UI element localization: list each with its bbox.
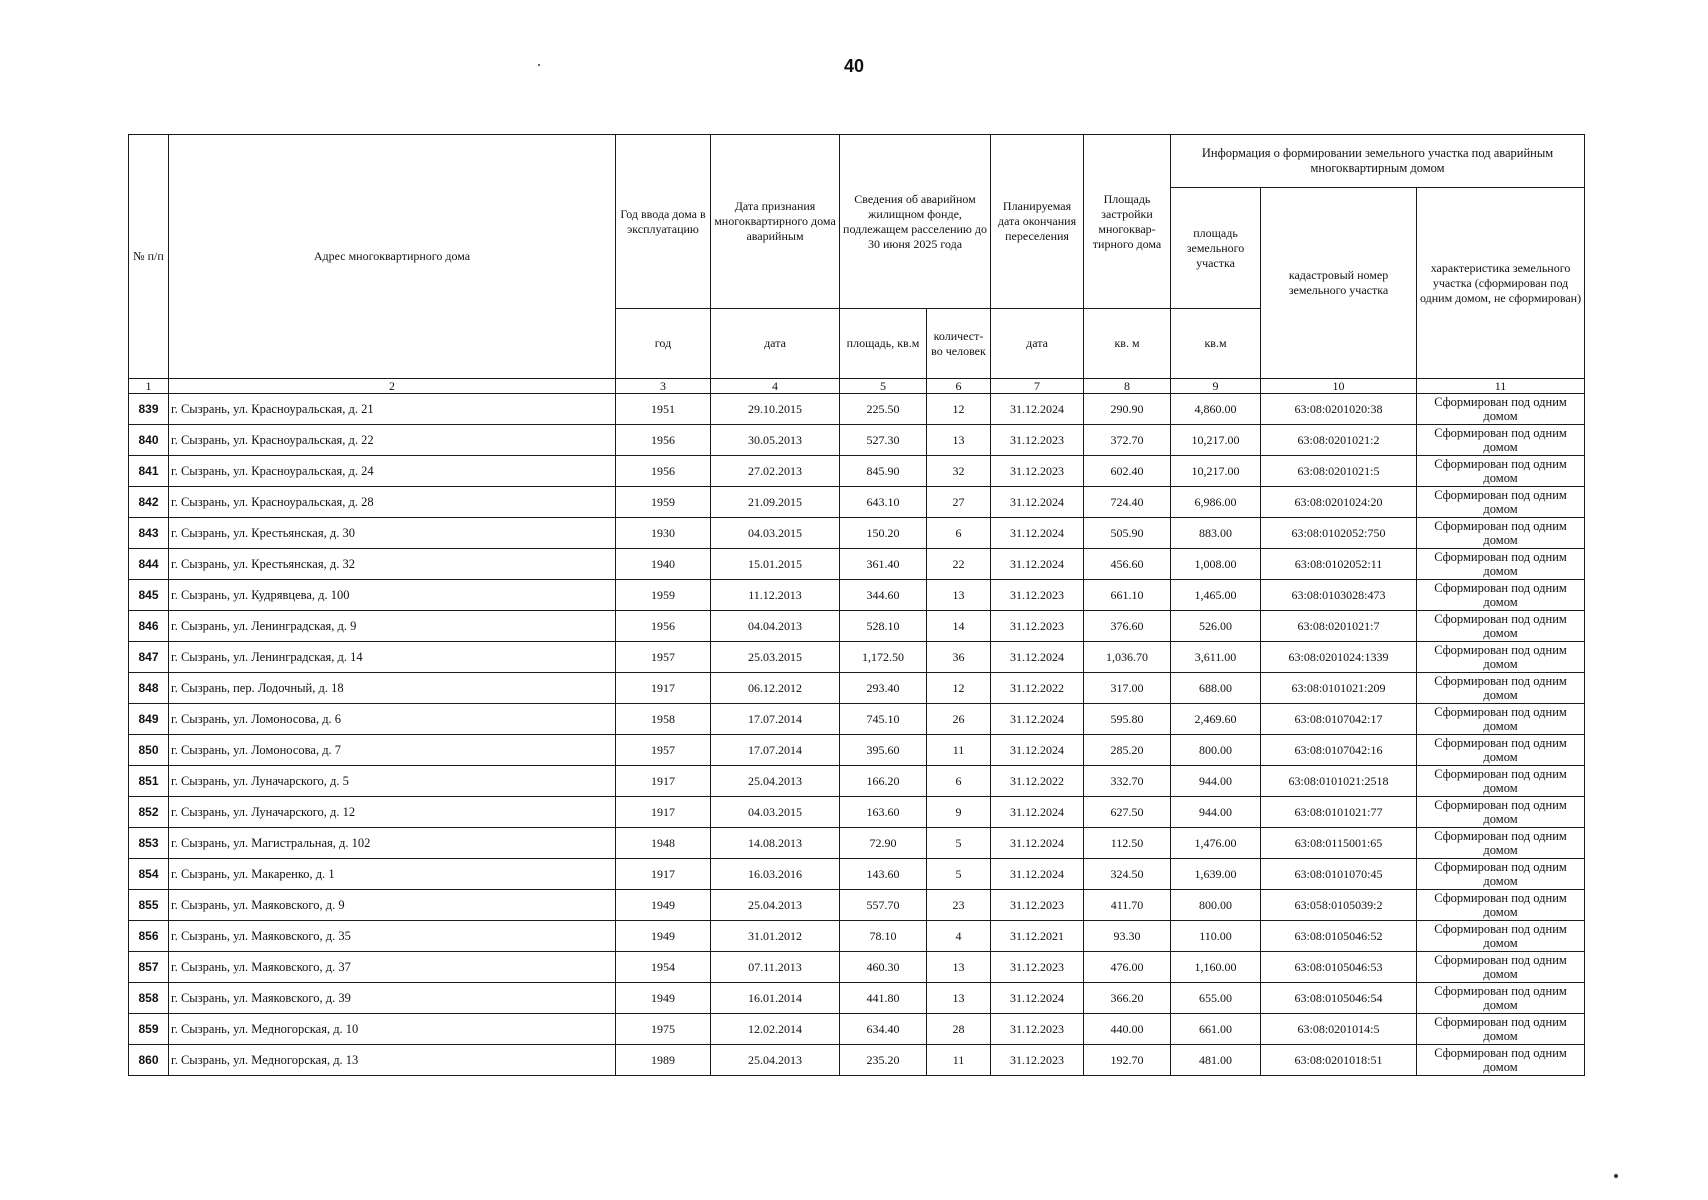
row-land-characteristic: Сформирован под одним домом	[1417, 735, 1585, 766]
row-land-characteristic: Сформирован под одним домом	[1417, 704, 1585, 735]
row-people-count: 5	[927, 828, 991, 859]
row-number: 839	[129, 394, 169, 425]
row-land-characteristic: Сформирован под одним домом	[1417, 952, 1585, 983]
row-date-emergency: 17.07.2014	[711, 704, 840, 735]
row-date-emergency: 04.03.2015	[711, 518, 840, 549]
row-year-built: 1958	[616, 704, 711, 735]
row-build-area: 112.50	[1084, 828, 1171, 859]
table-row	[129, 890, 1585, 921]
column-number: 10	[1261, 379, 1417, 394]
row-land-area: 1,476.00	[1171, 828, 1261, 859]
table-row	[129, 797, 1585, 828]
row-land-area: 944.00	[1171, 797, 1261, 828]
row-date-emergency: 27.02.2013	[711, 456, 840, 487]
row-year-built: 1956	[616, 425, 711, 456]
row-area-sqm: 293.40	[840, 673, 927, 704]
row-address: г. Сызрань, ул. Красноуральская, д. 21	[169, 394, 616, 425]
row-land-area: 526.00	[1171, 611, 1261, 642]
row-date-emergency: 30.05.2013	[711, 425, 840, 456]
row-number: 845	[129, 580, 169, 611]
row-cadastral-number: 63:08:0201021:7	[1261, 611, 1417, 642]
table-row	[129, 921, 1585, 952]
row-number: 860	[129, 1045, 169, 1076]
row-cadastral-number: 63:058:0105039:2	[1261, 890, 1417, 921]
row-land-area: 4,860.00	[1171, 394, 1261, 425]
row-land-area: 1,160.00	[1171, 952, 1261, 983]
row-planned-date: 31.12.2023	[991, 425, 1084, 456]
row-build-area: 93.30	[1084, 921, 1171, 952]
row-planned-date: 31.12.2024	[991, 642, 1084, 673]
table-row	[129, 1045, 1585, 1076]
row-number: 856	[129, 921, 169, 952]
row-address: г. Сызрань, ул. Крестьянская, д. 30	[169, 518, 616, 549]
row-land-characteristic: Сформирован под одним домом	[1417, 1014, 1585, 1045]
header-planned-date: Планируемая дата окончания переселения	[991, 135, 1084, 309]
row-number: 842	[129, 487, 169, 518]
header-no: № п/п	[129, 135, 169, 379]
row-cadastral-number: 63:08:0101070:45	[1261, 859, 1417, 890]
row-planned-date: 31.12.2023	[991, 1045, 1084, 1076]
row-number: 848	[129, 673, 169, 704]
unit-people: количест-во человек	[927, 309, 991, 379]
row-land-area: 481.00	[1171, 1045, 1261, 1076]
row-cadastral-number: 63:08:0115001:65	[1261, 828, 1417, 859]
row-date-emergency: 06.12.2012	[711, 673, 840, 704]
row-cadastral-number: 63:08:0201014:5	[1261, 1014, 1417, 1045]
row-planned-date: 31.12.2024	[991, 859, 1084, 890]
row-year-built: 1951	[616, 394, 711, 425]
row-cadastral-number: 63:08:0201018:51	[1261, 1045, 1417, 1076]
header-date-emergency: Дата признания многоквартирного дома аварийным	[711, 135, 840, 309]
row-year-built: 1949	[616, 921, 711, 952]
row-area-sqm: 845.90	[840, 456, 927, 487]
row-date-emergency: 04.03.2015	[711, 797, 840, 828]
row-cadastral-number: 63:08:0107042:17	[1261, 704, 1417, 735]
row-planned-date: 31.12.2022	[991, 766, 1084, 797]
column-number: 4	[711, 379, 840, 394]
header-land-info: Информация о формировании земельного участка под аварийным многоквартирным домом	[1171, 135, 1585, 188]
row-people-count: 11	[927, 735, 991, 766]
column-number: 5	[840, 379, 927, 394]
column-number: 7	[991, 379, 1084, 394]
header-address: Адрес многоквартирного дома	[169, 135, 616, 379]
row-year-built: 1956	[616, 456, 711, 487]
row-number: 846	[129, 611, 169, 642]
row-cadastral-number: 63:08:0107042:16	[1261, 735, 1417, 766]
row-planned-date: 31.12.2023	[991, 611, 1084, 642]
row-planned-date: 31.12.2022	[991, 673, 1084, 704]
row-area-sqm: 143.60	[840, 859, 927, 890]
row-build-area: 324.50	[1084, 859, 1171, 890]
row-address: г. Сызрань, ул. Красноуральская, д. 28	[169, 487, 616, 518]
column-number: 11	[1417, 379, 1585, 394]
row-land-characteristic: Сформирован под одним домом	[1417, 642, 1585, 673]
row-area-sqm: 225.50	[840, 394, 927, 425]
row-build-area: 456.60	[1084, 549, 1171, 580]
table-row	[129, 580, 1585, 611]
row-build-area: 411.70	[1084, 890, 1171, 921]
row-planned-date: 31.12.2023	[991, 952, 1084, 983]
row-address: г. Сызрань, ул. Красноуральская, д. 24	[169, 456, 616, 487]
row-year-built: 1917	[616, 673, 711, 704]
row-cadastral-number: 63:08:0201021:5	[1261, 456, 1417, 487]
table-row	[129, 766, 1585, 797]
row-planned-date: 31.12.2024	[991, 983, 1084, 1014]
row-address: г. Сызрань, пер. Лодочный, д. 18	[169, 673, 616, 704]
row-number: 849	[129, 704, 169, 735]
row-area-sqm: 361.40	[840, 549, 927, 580]
row-number: 851	[129, 766, 169, 797]
row-people-count: 6	[927, 766, 991, 797]
row-planned-date: 31.12.2024	[991, 549, 1084, 580]
row-year-built: 1959	[616, 487, 711, 518]
row-cadastral-number: 63:08:0105046:54	[1261, 983, 1417, 1014]
column-number: 2	[169, 379, 616, 394]
row-people-count: 26	[927, 704, 991, 735]
row-land-characteristic: Сформирован под одним домом	[1417, 394, 1585, 425]
column-number: 3	[616, 379, 711, 394]
row-build-area: 602.40	[1084, 456, 1171, 487]
row-area-sqm: 634.40	[840, 1014, 927, 1045]
row-address: г. Сызрань, ул. Маяковского, д. 35	[169, 921, 616, 952]
row-number: 855	[129, 890, 169, 921]
row-area-sqm: 527.30	[840, 425, 927, 456]
row-land-area: 883.00	[1171, 518, 1261, 549]
row-cadastral-number: 63:08:0105046:53	[1261, 952, 1417, 983]
table-row	[129, 487, 1585, 518]
row-build-area: 285.20	[1084, 735, 1171, 766]
row-people-count: 9	[927, 797, 991, 828]
table-row	[129, 735, 1585, 766]
row-land-characteristic: Сформирован под одним домом	[1417, 890, 1585, 921]
row-planned-date: 31.12.2023	[991, 890, 1084, 921]
row-date-emergency: 16.03.2016	[711, 859, 840, 890]
row-build-area: 724.40	[1084, 487, 1171, 518]
row-land-area: 1,639.00	[1171, 859, 1261, 890]
table-row	[129, 859, 1585, 890]
row-cadastral-number: 63:08:0201024:20	[1261, 487, 1417, 518]
emergency-housing-table	[128, 134, 1585, 1076]
row-address: г. Сызрань, ул. Луначарского, д. 12	[169, 797, 616, 828]
table-row	[129, 952, 1585, 983]
row-build-area: 332.70	[1084, 766, 1171, 797]
row-address: г. Сызрань, ул. Луначарского, д. 5	[169, 766, 616, 797]
row-year-built: 1957	[616, 642, 711, 673]
header-land-char: характеристика земельного участка (сформирован под одним домом, не сформирован)	[1417, 188, 1585, 379]
row-build-area: 376.60	[1084, 611, 1171, 642]
row-number: 854	[129, 859, 169, 890]
row-land-area: 655.00	[1171, 983, 1261, 1014]
column-number: 1	[129, 379, 169, 394]
row-land-characteristic: Сформирован под одним домом	[1417, 859, 1585, 890]
row-number: 859	[129, 1014, 169, 1045]
row-date-emergency: 25.04.2013	[711, 890, 840, 921]
row-people-count: 22	[927, 549, 991, 580]
row-land-area: 661.00	[1171, 1014, 1261, 1045]
row-date-emergency: 11.12.2013	[711, 580, 840, 611]
row-planned-date: 31.12.2023	[991, 580, 1084, 611]
row-people-count: 32	[927, 456, 991, 487]
row-land-characteristic: Сформирован под одним домом	[1417, 518, 1585, 549]
row-land-area: 800.00	[1171, 890, 1261, 921]
row-area-sqm: 460.30	[840, 952, 927, 983]
row-number: 857	[129, 952, 169, 983]
row-year-built: 1956	[616, 611, 711, 642]
row-people-count: 12	[927, 394, 991, 425]
table-row	[129, 673, 1585, 704]
row-cadastral-number: 63:08:0102052:11	[1261, 549, 1417, 580]
row-date-emergency: 25.04.2013	[711, 1045, 840, 1076]
row-people-count: 6	[927, 518, 991, 549]
row-year-built: 1989	[616, 1045, 711, 1076]
row-build-area: 595.80	[1084, 704, 1171, 735]
row-address: г. Сызрань, ул. Маяковского, д. 39	[169, 983, 616, 1014]
row-planned-date: 31.12.2024	[991, 518, 1084, 549]
row-planned-date: 31.12.2021	[991, 921, 1084, 952]
row-area-sqm: 78.10	[840, 921, 927, 952]
row-year-built: 1930	[616, 518, 711, 549]
row-land-area: 10,217.00	[1171, 456, 1261, 487]
row-land-area: 688.00	[1171, 673, 1261, 704]
row-build-area: 290.90	[1084, 394, 1171, 425]
row-year-built: 1917	[616, 797, 711, 828]
column-number: 8	[1084, 379, 1171, 394]
page-number: 40	[843, 56, 865, 76]
row-year-built: 1959	[616, 580, 711, 611]
table-row	[129, 394, 1585, 425]
row-build-area: 440.00	[1084, 1014, 1171, 1045]
row-cadastral-number: 63:08:0201020:38	[1261, 394, 1417, 425]
row-address: г. Сызрань, ул. Макаренко, д. 1	[169, 859, 616, 890]
row-land-characteristic: Сформирован под одним домом	[1417, 766, 1585, 797]
row-land-characteristic: Сформирован под одним домом	[1417, 549, 1585, 580]
row-date-emergency: 25.03.2015	[711, 642, 840, 673]
row-land-characteristic: Сформирован под одним домом	[1417, 456, 1585, 487]
row-address: г. Сызрань, ул. Ленинградская, д. 14	[169, 642, 616, 673]
row-area-sqm: 150.20	[840, 518, 927, 549]
row-build-area: 1,036.70	[1084, 642, 1171, 673]
row-land-characteristic: Сформирован под одним домом	[1417, 487, 1585, 518]
row-cadastral-number: 63:08:0105046:52	[1261, 921, 1417, 952]
row-address: г. Сызрань, ул. Крестьянская, д. 32	[169, 549, 616, 580]
row-planned-date: 31.12.2023	[991, 1014, 1084, 1045]
column-number: 6	[927, 379, 991, 394]
row-date-emergency: 25.04.2013	[711, 766, 840, 797]
header-build-area: Площадь застройки многоквар-тирного дома	[1084, 135, 1171, 309]
row-land-area: 944.00	[1171, 766, 1261, 797]
row-year-built: 1949	[616, 890, 711, 921]
row-land-area: 110.00	[1171, 921, 1261, 952]
table-body	[129, 379, 1585, 1076]
row-area-sqm: 441.80	[840, 983, 927, 1014]
table-row	[129, 456, 1585, 487]
row-people-count: 13	[927, 580, 991, 611]
row-year-built: 1948	[616, 828, 711, 859]
header-land-area: площадь земельного участка	[1171, 188, 1261, 309]
row-area-sqm: 72.90	[840, 828, 927, 859]
scan-speck	[538, 64, 540, 66]
unit-sqm-land: кв.м	[1171, 309, 1261, 379]
table-row	[129, 642, 1585, 673]
row-address: г. Сызрань, ул. Медногорская, д. 10	[169, 1014, 616, 1045]
row-build-area: 317.00	[1084, 673, 1171, 704]
unit-date-planned: дата	[991, 309, 1084, 379]
row-land-characteristic: Сформирован под одним домом	[1417, 673, 1585, 704]
header-cadastral: кадастровый номер земельного участка	[1261, 188, 1417, 379]
row-address: г. Сызрань, ул. Медногорская, д. 13	[169, 1045, 616, 1076]
row-people-count: 13	[927, 983, 991, 1014]
unit-year: год	[616, 309, 711, 379]
row-build-area: 366.20	[1084, 983, 1171, 1014]
row-address: г. Сызрань, ул. Кудрявцева, д. 100	[169, 580, 616, 611]
row-build-area: 372.70	[1084, 425, 1171, 456]
header-fund-info: Сведения об аварийном жилищном фонде, подлежащем расселению до 30 июня 2025 года	[840, 135, 991, 309]
row-area-sqm: 235.20	[840, 1045, 927, 1076]
row-land-characteristic: Сформирован под одним домом	[1417, 425, 1585, 456]
row-land-characteristic: Сформирован под одним домом	[1417, 1045, 1585, 1076]
row-date-emergency: 04.04.2013	[711, 611, 840, 642]
row-planned-date: 31.12.2024	[991, 797, 1084, 828]
row-land-area: 2,469.60	[1171, 704, 1261, 735]
header-year-built: Год ввода дома в эксплуатацию	[616, 135, 711, 309]
table-row	[129, 518, 1585, 549]
scan-speck	[1614, 1174, 1618, 1178]
row-planned-date: 31.12.2024	[991, 828, 1084, 859]
row-people-count: 13	[927, 425, 991, 456]
row-date-emergency: 31.01.2012	[711, 921, 840, 952]
row-number: 852	[129, 797, 169, 828]
row-year-built: 1957	[616, 735, 711, 766]
table-row	[129, 828, 1585, 859]
row-address: г. Сызрань, ул. Ломоносова, д. 7	[169, 735, 616, 766]
table-row	[129, 983, 1585, 1014]
table-row	[129, 425, 1585, 456]
row-land-area: 10,217.00	[1171, 425, 1261, 456]
row-land-area: 800.00	[1171, 735, 1261, 766]
row-planned-date: 31.12.2024	[991, 735, 1084, 766]
table-row	[129, 1014, 1585, 1045]
row-area-sqm: 163.60	[840, 797, 927, 828]
row-area-sqm: 745.10	[840, 704, 927, 735]
row-build-area: 627.50	[1084, 797, 1171, 828]
row-people-count: 28	[927, 1014, 991, 1045]
row-people-count: 13	[927, 952, 991, 983]
row-year-built: 1949	[616, 983, 711, 1014]
row-address: г. Сызрань, ул. Ленинградская, д. 9	[169, 611, 616, 642]
column-number: 9	[1171, 379, 1261, 394]
row-address: г. Сызрань, ул. Ломоносова, д. 6	[169, 704, 616, 735]
row-build-area: 192.70	[1084, 1045, 1171, 1076]
row-number: 841	[129, 456, 169, 487]
row-land-characteristic: Сформирован под одним домом	[1417, 797, 1585, 828]
row-planned-date: 31.12.2024	[991, 704, 1084, 735]
row-address: г. Сызрань, ул. Маяковского, д. 37	[169, 952, 616, 983]
row-build-area: 661.10	[1084, 580, 1171, 611]
table-row	[129, 549, 1585, 580]
row-area-sqm: 643.10	[840, 487, 927, 518]
row-people-count: 23	[927, 890, 991, 921]
unit-sqm-build: кв. м	[1084, 309, 1171, 379]
row-land-area: 1,008.00	[1171, 549, 1261, 580]
row-number: 840	[129, 425, 169, 456]
row-build-area: 476.00	[1084, 952, 1171, 983]
row-cadastral-number: 63:08:0101021:209	[1261, 673, 1417, 704]
row-date-emergency: 16.01.2014	[711, 983, 840, 1014]
unit-date: дата	[711, 309, 840, 379]
table-row	[129, 611, 1585, 642]
row-land-characteristic: Сформирован под одним домом	[1417, 983, 1585, 1014]
column-number-row	[129, 379, 1585, 394]
unit-area: площадь, кв.м	[840, 309, 927, 379]
row-land-area: 6,986.00	[1171, 487, 1261, 518]
row-number: 850	[129, 735, 169, 766]
row-area-sqm: 166.20	[840, 766, 927, 797]
row-number: 853	[129, 828, 169, 859]
row-number: 847	[129, 642, 169, 673]
row-land-characteristic: Сформирован под одним домом	[1417, 580, 1585, 611]
row-address: г. Сызрань, ул. Красноуральская, д. 22	[169, 425, 616, 456]
row-number: 843	[129, 518, 169, 549]
row-date-emergency: 21.09.2015	[711, 487, 840, 518]
row-cadastral-number: 63:08:0201021:2	[1261, 425, 1417, 456]
row-planned-date: 31.12.2024	[991, 394, 1084, 425]
row-number: 858	[129, 983, 169, 1014]
row-people-count: 36	[927, 642, 991, 673]
row-area-sqm: 344.60	[840, 580, 927, 611]
row-land-characteristic: Сформирован под одним домом	[1417, 828, 1585, 859]
row-planned-date: 31.12.2023	[991, 456, 1084, 487]
row-year-built: 1954	[616, 952, 711, 983]
row-build-area: 505.90	[1084, 518, 1171, 549]
table-row	[129, 704, 1585, 735]
row-people-count: 14	[927, 611, 991, 642]
row-date-emergency: 17.07.2014	[711, 735, 840, 766]
row-year-built: 1940	[616, 549, 711, 580]
row-area-sqm: 1,172.50	[840, 642, 927, 673]
row-people-count: 27	[927, 487, 991, 518]
row-date-emergency: 29.10.2015	[711, 394, 840, 425]
row-address: г. Сызрань, ул. Маяковского, д. 9	[169, 890, 616, 921]
row-date-emergency: 12.02.2014	[711, 1014, 840, 1045]
row-people-count: 4	[927, 921, 991, 952]
row-cadastral-number: 63:08:0201024:1339	[1261, 642, 1417, 673]
row-area-sqm: 528.10	[840, 611, 927, 642]
row-land-area: 3,611.00	[1171, 642, 1261, 673]
row-year-built: 1975	[616, 1014, 711, 1045]
row-cadastral-number: 63:08:0102052:750	[1261, 518, 1417, 549]
row-area-sqm: 557.70	[840, 890, 927, 921]
row-land-area: 1,465.00	[1171, 580, 1261, 611]
row-people-count: 12	[927, 673, 991, 704]
row-land-characteristic: Сформирован под одним домом	[1417, 921, 1585, 952]
row-year-built: 1917	[616, 859, 711, 890]
row-land-characteristic: Сформирован под одним домом	[1417, 611, 1585, 642]
row-year-built: 1917	[616, 766, 711, 797]
row-number: 844	[129, 549, 169, 580]
row-people-count: 5	[927, 859, 991, 890]
row-cadastral-number: 63:08:0103028:473	[1261, 580, 1417, 611]
row-address: г. Сызрань, ул. Магистральная, д. 102	[169, 828, 616, 859]
row-date-emergency: 14.08.2013	[711, 828, 840, 859]
row-cadastral-number: 63:08:0101021:77	[1261, 797, 1417, 828]
row-date-emergency: 07.11.2013	[711, 952, 840, 983]
row-area-sqm: 395.60	[840, 735, 927, 766]
row-people-count: 11	[927, 1045, 991, 1076]
row-cadastral-number: 63:08:0101021:2518	[1261, 766, 1417, 797]
row-planned-date: 31.12.2024	[991, 487, 1084, 518]
row-date-emergency: 15.01.2015	[711, 549, 840, 580]
